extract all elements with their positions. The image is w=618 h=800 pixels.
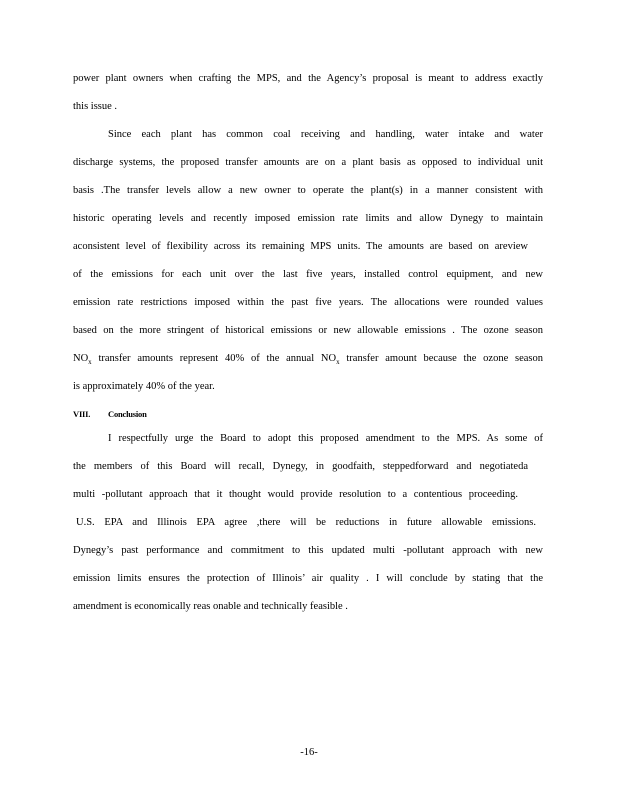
body-line: of the emissions for each unit over the last five years, installed control equipment, and new [73,269,543,280]
body-line: amendment is economically reas onable and technically feasible . [73,601,348,612]
page-number: -16- [300,747,318,758]
body-line: basis .The transfer levels allow a new owner to operate the plant(s) in a manner consistent with [73,185,543,196]
paragraph-first-line: I respectfully urge the Board to adopt this proposed amendment to the MPS. As some of [108,433,543,444]
paragraph-first-line: Since each plant has common coal receiving and handling, water intake and water [108,129,543,140]
body-line: U.S. EPA and Illinois EPA agree ,there will be reductions in future allowable emissions. [76,517,536,528]
section-title: Conclusion [108,409,147,419]
body-line: this issue . [73,101,118,112]
body-line: the members of this Board will recall, Dynegy, in goodfaith, steppedforward and negotiateda [73,461,528,472]
body-line: historic operating levels and recently imposed emission rate limits and allow Dynegy to maintain [73,213,543,224]
body-line: is approximately 40% of the year. [73,381,215,392]
subscript-x: x [88,358,92,367]
body-line: emission limits ensures the protection of Illinois’ air quality . I will conclude by stating that the [73,573,543,584]
nox-line [73,352,543,369]
body-line: multi -pollutant approach that it thought would provide resolution to a contentious proceeding. [73,489,518,500]
body-line: aconsistent level of flexibility across its remaining MPS units. The amounts are based on areview [73,241,528,252]
subscript-x: x [336,358,340,367]
body-line: discharge systems, the proposed transfer amounts are on a plant basis as opposed to individual unit [73,157,543,168]
nox-text: transfer amounts represent 40% of the annual NO [98,353,337,364]
body-line: emission rate restrictions imposed within the past five years. The allocations were rounded values [73,297,543,308]
section-number: VIII. [73,409,91,419]
nox-text: transfer amount because the ozone season [346,353,544,364]
body-line: Dynegy’s past performance and commitment to this updated multi -pollutant approach with new [73,545,543,556]
nox-text: NO [73,353,89,364]
body-line: power plant owners when crafting the MPS, and the Agency’s proposal is meant to address exactly [73,73,543,84]
body-line: based on the more stringent of historical emissions or new allowable emissions . The ozone season [73,325,543,336]
